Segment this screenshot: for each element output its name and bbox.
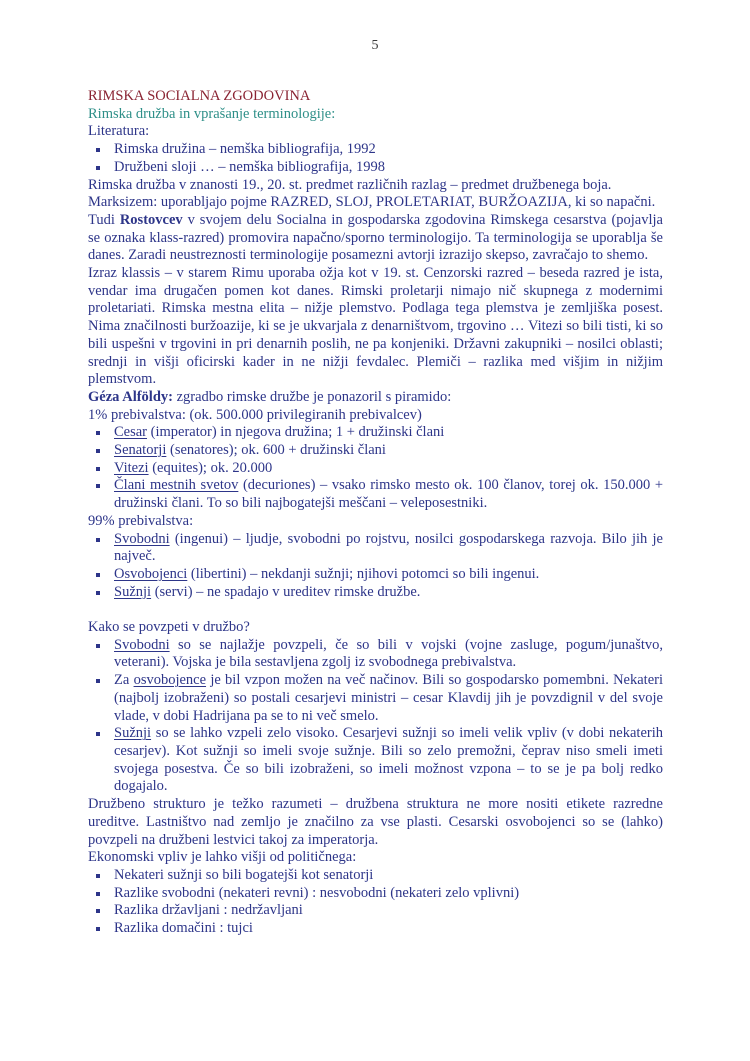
text-run: Rimska družba v znanosti 19., 20. st. predmet različnih razlag – predmet družbenega boja. — [88, 176, 612, 193]
text-run: Kako se povzpeti v družbo? — [88, 619, 250, 636]
list-item-text — [114, 442, 386, 458]
list-item — [88, 566, 663, 584]
text-run: Člani mestnih svetov — [114, 477, 239, 494]
text-run: Razlika državljani : nedržavljani — [114, 902, 303, 919]
paragraph — [88, 619, 663, 637]
bullet-square-icon — [96, 909, 100, 913]
text-run: je bil vzpon možen na več načinov. Bili so gospodarsko pomembni. Nekateri (najbolj izobraženi) so postali cesarjevi ministri – cesar Klavdij jih je povzdignil v del svoje vlade, v dobi Hadrijana pa se to ni več smelo. — [114, 672, 663, 724]
list-item-text — [114, 531, 663, 565]
list-item-text — [114, 584, 420, 600]
bullet-square-icon — [96, 732, 100, 736]
text-run: Razlika domačini : tujci — [114, 920, 253, 937]
list-item-text — [114, 885, 519, 901]
text-run: Marksizem: uporabljajo pojme RAZRED, SLOJ, PROLETARIAT, BURŽOAZIJA, ki so napačni. — [88, 194, 656, 211]
list-item — [88, 477, 663, 512]
list-item — [88, 637, 663, 672]
bullet-square-icon — [96, 467, 100, 471]
paragraph — [88, 177, 663, 195]
page-number: 5 — [371, 38, 379, 53]
paragraph — [88, 194, 663, 212]
list-item — [88, 159, 663, 177]
list-item — [88, 920, 663, 938]
bullet-square-icon — [96, 431, 100, 435]
paragraph — [88, 849, 663, 867]
text-run: Izraz klassis – v starem Rimu uporaba ožja kot v 19. st. Cenzorski razred – beseda razred je ista, vendar ima drugačen pomen kot danes. Rimski proletarji nimajo nič skupnega z modernimi proletariati. Rimska mestna elita – nižje plemstvo. Podlaga tega plemstva je zemljiška posest. Nima značilnosti buržoazije, ki se je ukvarjala z denarništvom, trgovino … Vitezi so bili tisti, ki so bili uspešni v trgovini in pri denarnih poslih, ne pa konjeniki. Državni zakupniki – nosilci oblasti; srednji in višji oficirski kader in ne nižji fevdalec. Plemiči – razlika med višjim in nižjim plemstvom. — [88, 265, 663, 388]
bullet-square-icon — [96, 679, 100, 683]
list-item-text — [114, 141, 376, 157]
bullet-list — [88, 141, 663, 176]
paragraph — [88, 265, 663, 389]
list-item-text — [114, 725, 663, 794]
document-content — [88, 88, 663, 938]
list-item-text — [114, 460, 272, 476]
text-run: Za — [114, 672, 134, 689]
list-item-text — [114, 477, 663, 511]
document-subtitle — [88, 106, 663, 124]
text-run: (libertini) – nekdanji sužnji; njihovi potomci so bili ingenui. — [187, 565, 540, 582]
bullet-list — [88, 637, 663, 796]
list-item — [88, 584, 663, 602]
list-item — [88, 460, 663, 478]
text-run: Tudi — [88, 211, 120, 228]
text-run: Vitezi — [114, 459, 149, 476]
paragraph — [88, 513, 663, 531]
paragraph — [88, 389, 663, 407]
paragraph — [88, 407, 663, 425]
text-run: Družbeno strukturo je težko razumeti – družbena struktura ne more nositi etikete razredne ureditve. Lastništvo nad zemljo je značilno za vse plasti. Cesarski osvobojenci so se (lahko) povzpeli na družbeni lestvici takoj za imperatorja. — [88, 796, 663, 848]
list-item — [88, 424, 663, 442]
bullet-list — [88, 531, 663, 602]
blank-line — [88, 601, 663, 619]
list-item-text — [114, 867, 373, 883]
text-run: Osvobojenci — [114, 565, 188, 582]
text-run: osvobojence — [133, 672, 207, 689]
list-item-text — [114, 920, 253, 936]
text-run: Senatorji — [114, 442, 167, 459]
document-title — [88, 88, 663, 106]
bullet-square-icon — [96, 484, 100, 488]
list-item-text — [114, 902, 303, 918]
paragraph — [88, 123, 663, 141]
text-run: (equites); ok. 20.000 — [148, 459, 273, 476]
list-item — [88, 867, 663, 885]
text-run: v svojem delu Socialna in gospodarska zgodovina Rimskega cesarstva (pojavlja se oznaka klass-razred) promovira napačno/sporno terminologijo. Ta terminologija se uporablja še danes. Zaradi neustreznosti terminologije posamezni avtorji izrazijo skepso, zavračajo to shemo. — [88, 211, 663, 264]
text-run: Sužnji — [114, 583, 152, 600]
text-run: Svobodni — [114, 636, 170, 653]
list-item — [88, 902, 663, 920]
text-run: so se najlažje povzpeli, če so bili v vojski (vojne zasluge, pogum/junaštvo, veterani). Vojska je bila sestavljena zgolj iz svobodnega prebivalstva. — [114, 636, 663, 671]
list-item — [88, 442, 663, 460]
bullet-square-icon — [96, 874, 100, 878]
text-run: Nekateri sužnji so bili bogatejši kot senatorji — [114, 866, 374, 883]
text-run: Géza Alföldy: — [88, 388, 173, 405]
list-item-text — [114, 672, 663, 723]
list-item — [88, 141, 663, 159]
text-run: Rimska družba in vprašanje terminologije: — [88, 105, 336, 122]
list-item-text — [114, 637, 663, 671]
text-run: 99% prebivalstva: — [88, 512, 194, 529]
text-run: Razlike svobodni (nekateri revni) : nesvobodni (nekateri zelo vplivni) — [114, 884, 520, 901]
paragraph — [88, 212, 663, 265]
list-item-text — [114, 159, 385, 175]
list-item — [88, 531, 663, 566]
bullet-square-icon — [96, 148, 100, 152]
list-item — [88, 672, 663, 725]
list-item — [88, 725, 663, 796]
list-item — [88, 885, 663, 903]
text-run: Ekonomski vpliv je lahko višji od političnega: — [88, 849, 357, 866]
text-run: so se lahko vzpeli zelo visoko. Cesarjevi sužnji so imeli velik vpliv (v dobi nekaterih cesarjev). Kot sužnji so imeli svoje sužnje. Bili so zelo premožni, čeprav niso smeli imeti svojega posestva. Če so bili izobraženi, so imeli možnost vzpona – to se je pa bolj redko dogajalo. — [114, 725, 663, 795]
list-item-text — [114, 424, 444, 440]
bullet-square-icon — [96, 166, 100, 170]
text-run: (servi) – ne spadajo v ureditev rimske družbe. — [151, 583, 421, 600]
text-run: Literatura: — [88, 123, 150, 140]
text-run: Družbeni sloji … – nemška bibliografija, 1998 — [114, 158, 386, 175]
text-run: RIMSKA SOCIALNA ZGODOVINA — [88, 88, 311, 104]
text-run: Rostovcev — [119, 211, 183, 228]
bullet-square-icon — [96, 573, 100, 577]
text-run: 1% prebivalstva: (ok. 500.000 privilegiranih prebivalcev) — [88, 406, 422, 423]
text-run: (ingenui) – ljudje, svobodni po rojstvu, nosilci gospodarskega razvoja. Bilo jih je največ. — [114, 530, 663, 565]
bullet-square-icon — [96, 449, 100, 453]
bullet-square-icon — [96, 591, 100, 595]
text-run: (senatores); ok. 600 + družinski člani — [166, 442, 386, 459]
text-run: (decuriones) – vsako rimsko mesto ok. 100 članov, torej ok. 150.000 + družinski člani. To so bili najbogatejši meščani – veleposestniki. — [114, 477, 664, 512]
bullet-list — [88, 424, 663, 513]
list-item-text — [114, 566, 539, 582]
text-run: Svobodni — [114, 530, 170, 547]
bullet-square-icon — [96, 927, 100, 931]
bullet-square-icon — [96, 538, 100, 542]
bullet-square-icon — [96, 644, 100, 648]
text-run: Rimska družina – nemška bibliografija, 1992 — [114, 141, 376, 158]
text-run: zgradbo rimske družbe je ponazoril s piramido: — [172, 388, 452, 405]
bullet-square-icon — [96, 892, 100, 896]
text-run: Cesar — [114, 424, 148, 441]
text-run: Sužnji — [114, 725, 152, 742]
bullet-list — [88, 867, 663, 938]
paragraph — [88, 796, 663, 849]
text-run: (imperator) in njegova družina; 1 + družinski člani — [147, 424, 445, 441]
